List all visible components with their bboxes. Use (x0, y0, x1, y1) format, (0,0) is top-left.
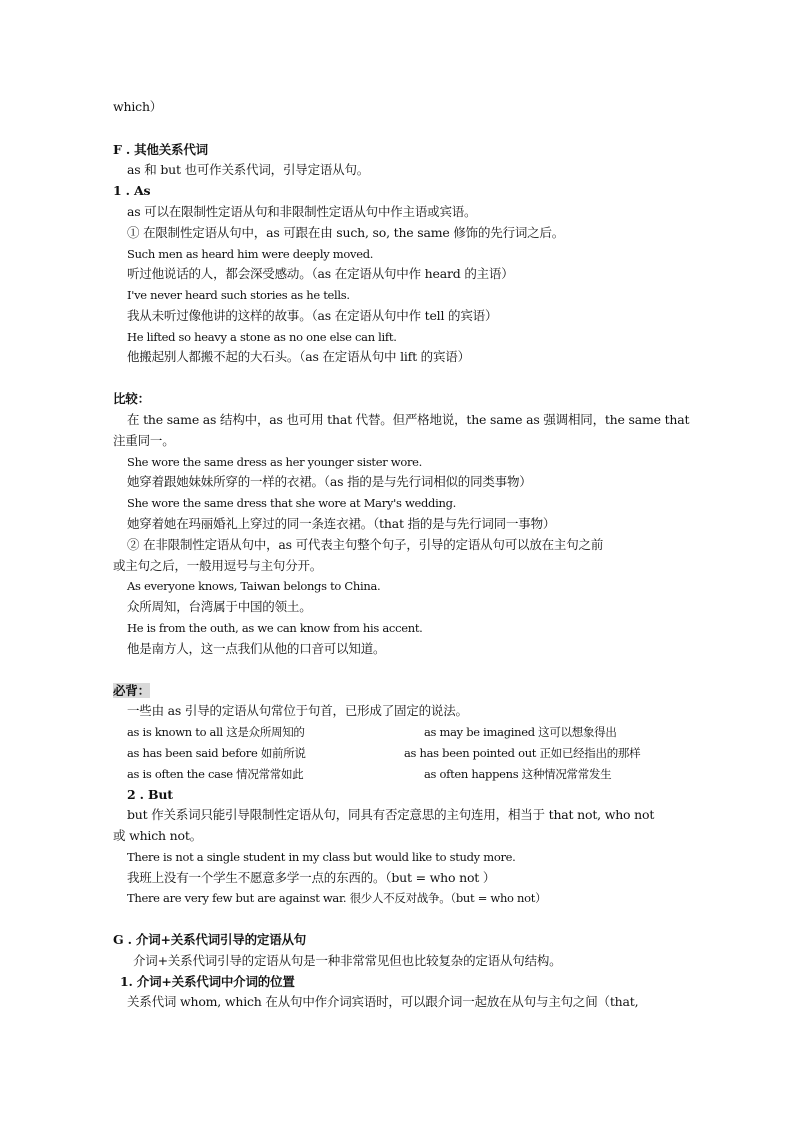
example-sentence: Such men as heard him were deeply moved. (127, 247, 374, 261)
text-line: 或主句之后，一般用逗号与主句分开。 (113, 558, 323, 573)
section-heading: F . 其他关系代词 (113, 142, 208, 157)
subsection-heading: 2 . But (127, 787, 173, 802)
text-line: 在 the same as 结构中，as 也可用 that 代替。但严格地说，the same as 强调相同，the same that (127, 412, 690, 427)
subsection-heading: 1. 介词+关系代词中介词的位置 (120, 974, 295, 989)
translation-line: 我班上没有一个学生不愿意多学一点的东西的。（but = who not ） (127, 870, 496, 885)
phrase-item: as often happens 这种情况常常发生 (424, 767, 612, 781)
text-line: 一些由 as 引导的定语从句常位于句首，已形成了固定的说法。 (127, 703, 468, 718)
text-line: as 可以在限制性定语从句和非限制性定语从句中作主语或宾语。 (127, 204, 477, 219)
must-memorize-heading (113, 682, 150, 700)
text-line: but 作关系词只能引导限制性定语从句，同具有否定意思的主句连用，相当于 that not, who not (127, 807, 655, 822)
example-sentence: He lifted so heavy a stone as no one else can lift. (127, 330, 397, 344)
translation-line: 他是南方人，这一点我们从他的口音可以知道。 (127, 641, 386, 656)
example-sentence: He is from the outh, as we can know from his accent. (127, 621, 423, 635)
translation-line: 听过他说话的人，都会深受感动。（as 在定语从句中作 heard 的主语） (127, 266, 514, 281)
highlighted-heading: 必背： (113, 683, 150, 698)
compare-heading: 比较： (113, 391, 150, 406)
phrase-item: as may be imagined 这可以想象得出 (424, 725, 617, 739)
phrase-item: as is known to all 这是众所周知的 (127, 725, 305, 739)
phrase-item: as has been said before 如前所说 (127, 746, 306, 760)
translation-line: 她穿着她在玛丽婚礼上穿过的同一条连衣裙。（that 指的是与先行词同一事物） (127, 516, 556, 531)
text-line: 关系代词 whom, which 在从句中作介词宾语时，可以跟介词一起放在从句与主句之间（that, (127, 994, 639, 1009)
example-sentence: As everyone knows, Taiwan belongs to China. (127, 579, 381, 593)
text-line: which） (113, 99, 163, 114)
translation-line: 他搬起别人都搬不起的大石头。（as 在定语从句中 lift 的宾语） (127, 349, 470, 364)
phrase-item: as has been pointed out 正如已经指出的那样 (404, 746, 641, 760)
translation-line: 众所周知，台湾属于中国的领土。 (127, 599, 312, 614)
example-sentence: She wore the same dress that she wore at Mary's wedding. (127, 496, 457, 510)
text-line: 或 which not。 (113, 828, 202, 843)
example-sentence: There are very few but are against war. 很少人不反对战争。（but = who not） (127, 891, 547, 905)
example-sentence: There is not a single student in my class but would like to study more. (127, 850, 516, 864)
text-line: as 和 but 也可作关系代词，引导定语从句。 (127, 162, 370, 177)
translation-line: 我从未听过像他讲的这样的故事。（as 在定语从句中作 tell 的宾语） (127, 308, 498, 323)
example-sentence: I've never heard such stories as he tells. (127, 288, 350, 302)
text-line: 介词+关系代词引导的定语从句是一种非常常见但也比较复杂的定语从句结构。 (133, 953, 562, 968)
subsection-heading: 1 . As (113, 183, 151, 198)
translation-line: 她穿着跟她妹妹所穿的一样的衣裙。（as 指的是与先行词相似的同类事物） (127, 474, 532, 489)
phrase-item: as is often the case 情况常常如此 (127, 767, 304, 781)
text-line: ② 在非限制性定语从句中，as 可代表主句整个句子，引导的定语从句可以放在主句之前 (127, 537, 604, 552)
example-sentence: She wore the same dress as her younger sister wore. (127, 455, 423, 469)
text-line: ① 在限制性定语从句中，as 可跟在由 such, so, the same 修饰的先行词之后。 (127, 225, 565, 240)
text-line: 注重同一。 (113, 433, 175, 448)
section-heading: G . 介词+关系代词引导的定语从句 (113, 932, 307, 947)
